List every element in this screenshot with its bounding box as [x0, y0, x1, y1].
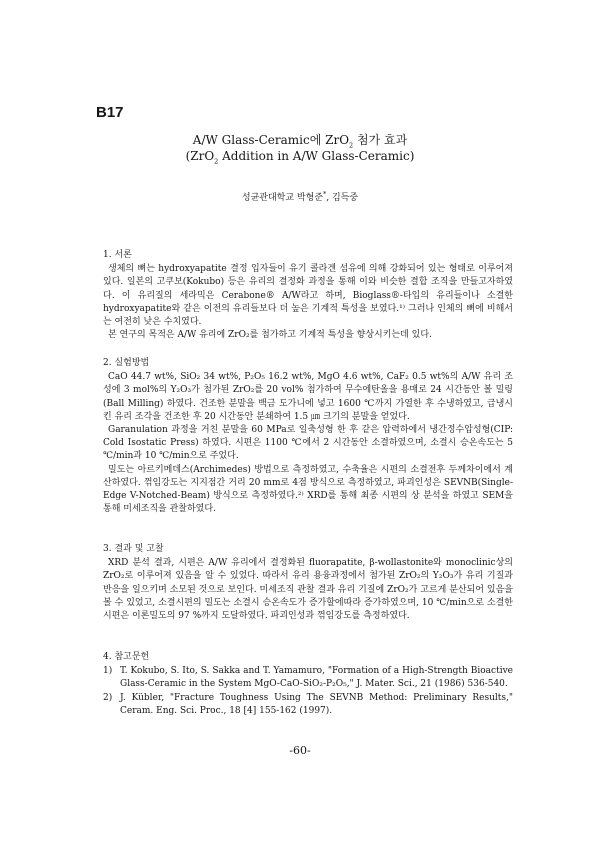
section-paragraph: CaO 44.7 wt%, SiO₂ 34 wt%, P₂O₅ 16.2 wt%, MgO 4.6 wt%, CaF₂ 0.5 wt%의 A/W 유리 조성에 3 mol%의 Y₂O₃가 첨가된 ZrO₂를 20 vol% 첨가하여 무수에탄올을 용매로 24 시간동안 볼 밀링(Ball Milling) 하였다. 건조한 분말을 백금 도가니에 넣고 1600 ℃까지 가열한 후 수냉하였고, 급냉시킨 유리 조각을 건조한 후 20 시간동안 분쇄하여 1.5 ㎛ 크기의 분말을 얻었다. [103, 372, 513, 422]
section-references [103, 651, 513, 718]
title-ko-subscript: 2 [349, 141, 354, 150]
section-paragraph: 본 연구의 목적은 A/W 유리에 ZrO₂를 첨가하고 기계적 특성을 향상시키는데 있다. [108, 330, 432, 341]
page-number: -60- [289, 744, 311, 757]
section-heading: 3. 결과 및 고찰 [103, 544, 164, 554]
section-paragraph: 밀도는 아르키메데스(Archimedes) 방법으로 측정하였고, 수축율은 시편의 소결전후 두께차이에서 계산하였다. 꺾임강도는 지지점간 거리 20 mm로 4점 방식으로 측정하였고, 파괴인성은 SEVNB(Single-Edge V-Notched-Beam) 방식으로 측정하였다.²⁾ XRD를 통해 최종 시편의 상 분석을 하였고 SEM을 통해 미세조직을 관찰하였다. [103, 464, 513, 515]
section-heading: 4. 참고문헌 [103, 652, 150, 662]
reference-number: 2) [103, 692, 113, 703]
authors-affiliation: 성균관대학교 박형준 [241, 193, 324, 203]
title-english [0, 148, 600, 164]
section-results [103, 543, 513, 623]
title-en-subscript: 2 [214, 157, 219, 166]
reference-text: J. Kübler, "Fracture Toughness Using The SEVNB Method: Preliminary Results," Ceram. Eng. Sci. Proc., 18 [4] 155-162 (1997). [120, 692, 513, 716]
section-paragraph: 생체의 뼈는 hydroxyapatite 결정 입자들이 유기 콜라겐 섬유에 의해 강화되어 있는 형태로 이루어져 있다. 일본의 고쿠보(Kokubo) 등은 유리의 결정화 과정을 통해 이와 비슷한 결합 조직을 만들고자하였다. 이 유리질의 세라믹은 Cerabone® A/W라고 하며, Bioglass®-타입의 유리들이나 소결한 hydroxyapatite와 같은 이전의 유리들보다 더 높은 기계적 특성을 보였다.¹⁾ 그러나 인체의 뼈에 비해서는 여전히 낮은 수치였다. [103, 264, 513, 328]
title-korean [0, 132, 600, 148]
reference-item [103, 692, 513, 718]
reference-item [103, 665, 513, 691]
section-methods [103, 357, 513, 516]
section-introduction [103, 249, 513, 342]
section-paragraph: XRD 분석 결과, 시편은 A/W 유리에서 결정화된 fluorapatite, β-wollastonite와 monoclinic상의 ZrO₂로 이루어져 있음을 알 수 있었다. 따라서 유리 용융과정에서 첨가된 ZrO₂의 Y₂O₃가 유리 기질과 반응을 일으키며 소모된 것으로 보인다. 미세조직 관찰 결과 유리 기질에 ZrO₂가 고르게 분산되어 있음을 볼 수 있었고, 소결시편의 밀도는 소결시 승온속도가 증가할에따라 증가하였으며, 10 ℃/min으로 소결한 시편은 이론밀도의 97 %까지 도달하였다. 파괴인성과 꺾임강도를 측정하였다. [103, 558, 513, 622]
section-heading: 1. 서론 [103, 250, 132, 260]
section-paragraph: Garanulation 과정을 거친 분말을 60 MPa로 일축성형 한 후 같은 압력하에서 냉간정수압성형(CIP: Cold Isostatic Press) 하였다. 시편은 1100 ℃에서 2 시간동안 소결하였으며, 소결시 승온속도는 5 ℃/min과 10 ℃/min으로 주었다. [103, 425, 513, 462]
title-ko-part-2: 첨가 효과 [353, 133, 408, 147]
authors-line [0, 190, 600, 203]
title-en-part-2: Addition in A/W Glass-Ceramic) [218, 149, 415, 163]
reference-text: T. Kokubo, S. Ito, S. Sakka and T. Yamamuro, "Formation of a High-Strength Bioactive Glass-Ceramic in the System MgO-CaO-SiO₂-P₂O₅," J. Mater. Sci., 21 (1986) 536-540. [120, 666, 513, 690]
authors-coauthor: , 김득중 [326, 193, 359, 203]
abstract-code: B17 [96, 104, 124, 121]
corresponding-mark: * [323, 190, 327, 198]
reference-number: 1) [103, 666, 113, 677]
title-ko-part-1: A/W Glass-Ceramic에 ZrO [192, 133, 350, 147]
title-en-part-1: (ZrO [185, 149, 215, 163]
section-heading: 2. 실험방법 [103, 358, 150, 368]
